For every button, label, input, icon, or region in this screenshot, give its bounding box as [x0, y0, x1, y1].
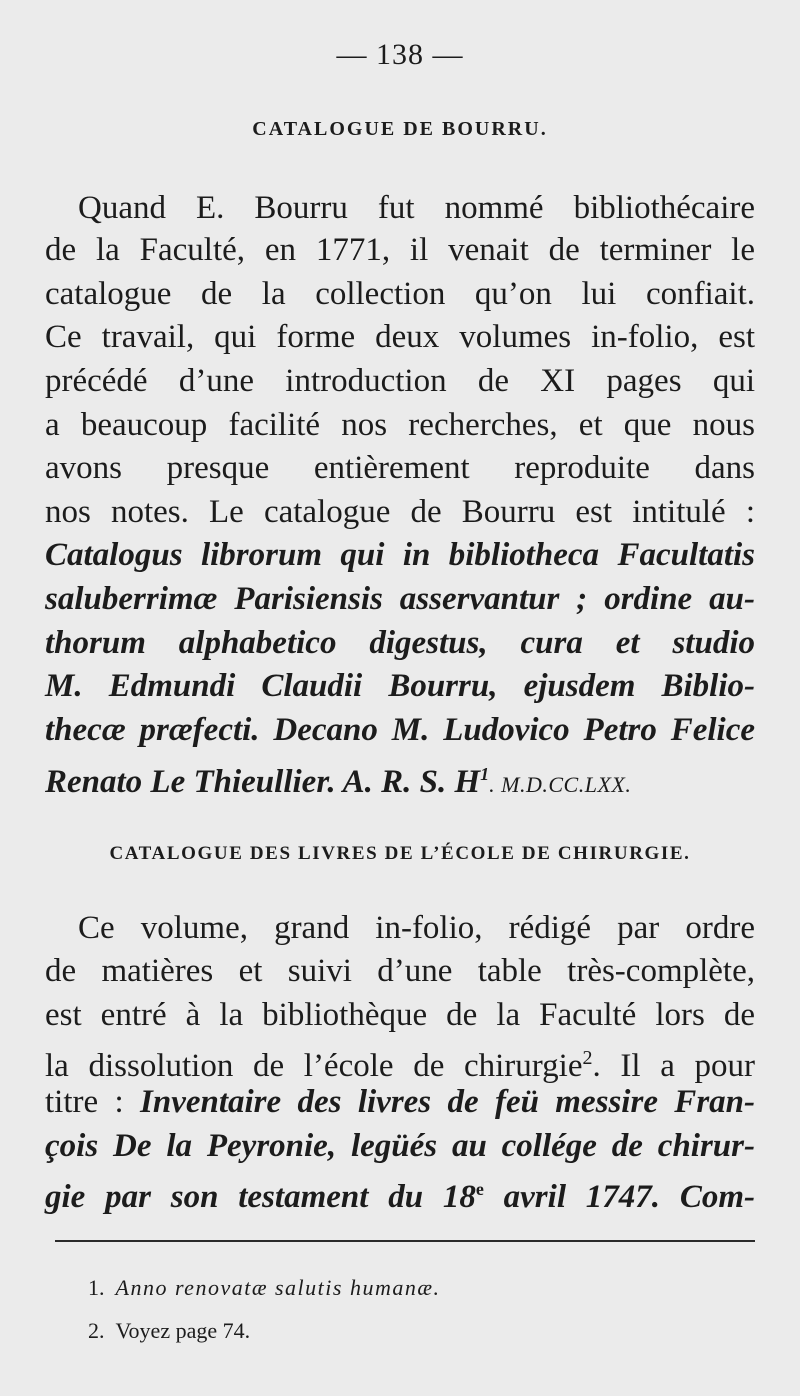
- footnote-number: 1.: [88, 1275, 105, 1300]
- title-segment: gie par son testament du 18: [45, 1179, 476, 1215]
- footnote-number: 2.: [88, 1318, 105, 1343]
- section-heading-bourru: CATALOGUE DE BOURRU.: [252, 118, 548, 140]
- footnote-ref-1: 1: [480, 764, 490, 784]
- text-line: a beaucoup facilité nos recherches, et que nous: [45, 407, 755, 443]
- text-line: de matières et suivi d’une table très-complète,: [45, 953, 755, 989]
- text-line: précédé d’une introduction de XI pages qui: [45, 363, 755, 399]
- text-segment: . Il a pour: [592, 1048, 755, 1084]
- text-line: nos notes. Le catalogue de Bourru est intitulé :: [45, 494, 755, 530]
- text-line: est entré à la bibliothèque de la Faculté lors de: [45, 997, 755, 1033]
- title-line: thorum alphabetico digestus, cura et studio: [45, 625, 755, 661]
- title-date: . M.D.CC.LXX.: [489, 772, 632, 797]
- footnote-ref-2: 2: [582, 1047, 593, 1069]
- footnote-text: Anno renovatæ salutis humanæ.: [115, 1275, 441, 1300]
- text-segment: titre :: [45, 1084, 140, 1120]
- text-line: [45, 1080, 755, 1124]
- text-line: Ce travail, qui forme deux volumes in-folio, est: [45, 319, 755, 355]
- footnote-2: [88, 1316, 250, 1346]
- title-line: [45, 1167, 755, 1215]
- footnote-text: Voyez page 74.: [115, 1318, 251, 1343]
- title-line: M. Edmundi Claudii Bourru, ejusdem Biblio-: [45, 668, 755, 704]
- text-line: Ce volume, grand in-folio, rédigé par ordre: [78, 910, 755, 946]
- title-text: Renato Le Thieullier. A. R. S. H: [45, 764, 481, 800]
- title-segment: Inventaire des livres de feü messire Fran-: [140, 1084, 756, 1120]
- title-line-last: [45, 752, 755, 800]
- title-line: saluberrimæ Parisiensis asservantur ; ordine au-: [45, 581, 755, 617]
- page-number: — 138 —: [336, 38, 464, 71]
- footnote-1: [88, 1273, 441, 1303]
- title-segment: avril 1747. Com-: [483, 1179, 755, 1215]
- title-line: Catalogus librorum qui in bibliotheca Facultatis: [45, 537, 755, 573]
- text-line: de la Faculté, en 1771, il venait de terminer le: [45, 232, 755, 268]
- text-segment: la dissolution de l’école de chirurgie: [45, 1048, 583, 1084]
- section-heading-chirurgie: CATALOGUE DES LIVRES DE L’ÉCOLE DE CHIRURGIE.: [109, 843, 691, 864]
- title-line: thecæ præfecti. Decano M. Ludovico Petro Felice: [45, 712, 755, 748]
- title-line: çois De la Peyronie, legüés au collége de chirur-: [45, 1128, 755, 1164]
- text-line: Quand E. Bourru fut nommé bibliothécaire: [78, 190, 755, 226]
- text-line: avons presque entièrement reproduite dans: [45, 450, 755, 486]
- text-line: catalogue de la collection qu’on lui confiait.: [45, 276, 755, 312]
- superscript: e: [475, 1179, 484, 1199]
- text-line: [45, 1036, 755, 1084]
- footnote-divider: [55, 1240, 755, 1242]
